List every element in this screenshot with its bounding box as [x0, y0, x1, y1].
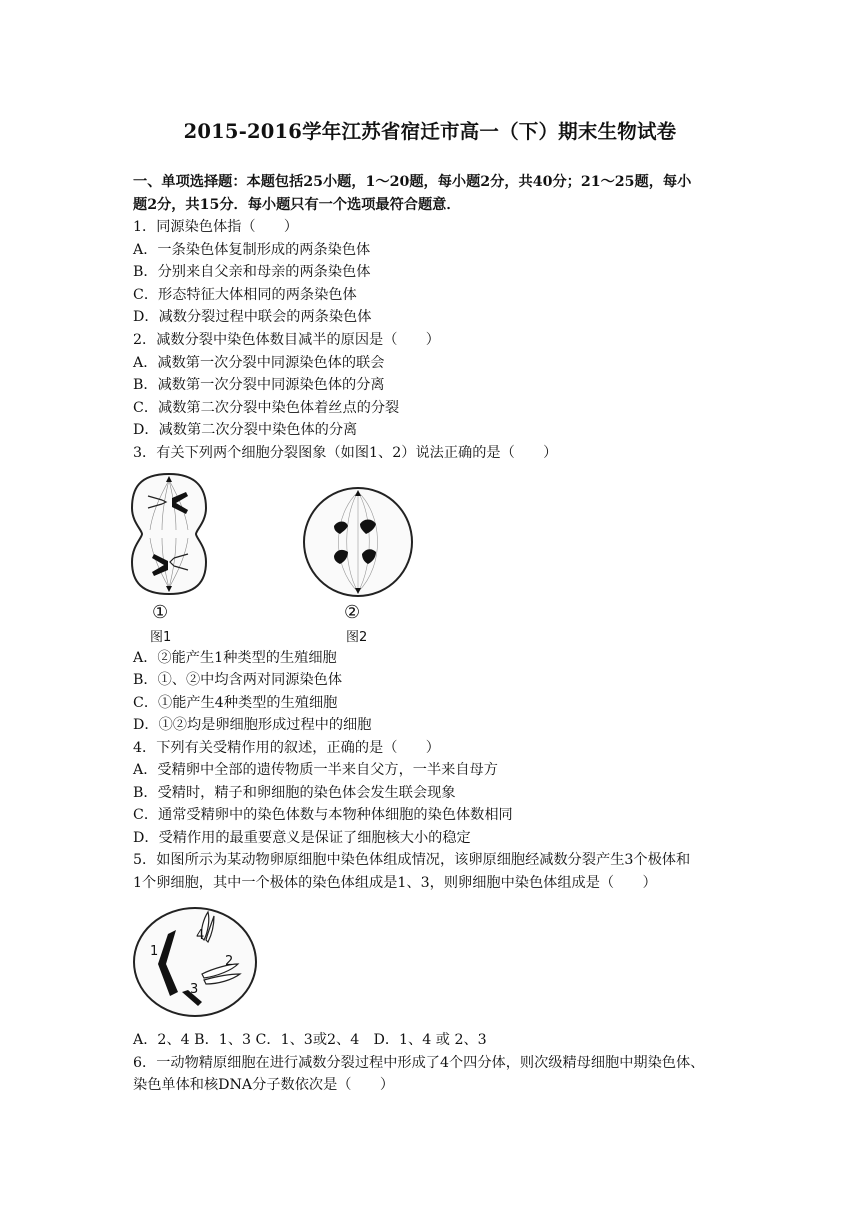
- chromosome-label-1: 1: [150, 944, 159, 959]
- q3-option-d: D．①②均是卵细胞形成过程中的细胞: [133, 717, 372, 733]
- q3-stem: 3．有关下列两个细胞分裂图象（如图1、2）说法正确的是（ ）: [133, 445, 558, 461]
- q6-stem-line1: 6．一动物精原细胞在进行减数分裂过程中形成了4个四分体，则次级精母细胞中期染色体、: [133, 1055, 705, 1071]
- q2-option-c: C．减数第二次分裂中染色体着丝点的分裂: [133, 400, 400, 416]
- oocyte-drawing: [130, 904, 260, 1020]
- q5-stem-line1: 5．如图所示为某动物卵原细胞中染色体组成情况，该卵原细胞经减数分裂产生3个极体和: [133, 852, 691, 868]
- figure-1-number: ①: [152, 602, 169, 623]
- q2-stem: 2．减数分裂中染色体数目减半的原因是（ ）: [133, 332, 440, 348]
- q1-option-b: B．分别来自父亲和母亲的两条染色体: [133, 264, 371, 280]
- figure-1-cell-division: [128, 470, 210, 645]
- q4-option-b: B．受精时，精子和卵细胞的染色体会发生联会现象: [133, 785, 456, 801]
- chromosome-label-2: 2: [225, 954, 234, 969]
- q1-option-c: C．形态特征大体相同的两条染色体: [133, 287, 357, 303]
- q5-stem-line2: 1个卵细胞，其中一个极体的染色体组成是1、3，则卵细胞中染色体组成是（ ）: [133, 875, 657, 891]
- q1-stem: 1．同源染色体指（ ）: [133, 219, 299, 235]
- q3-option-c: C．①能产生4种类型的生殖细胞: [133, 695, 338, 711]
- q3-option-a: A．②能产生1种类型的生殖细胞: [133, 650, 337, 666]
- figure-oocyte-chromosomes: [130, 904, 260, 1020]
- section-header-line2: 题2分，共15分．每小题只有一个选项最符合题意．: [133, 197, 461, 213]
- figure-2-cell-division: [300, 484, 416, 645]
- figure-1-drawing: [128, 470, 210, 600]
- q2-option-a: A．减数第一次分裂中同源染色体的联会: [133, 355, 385, 371]
- chromosome-label-4: 4: [196, 928, 205, 943]
- figure-2-drawing: [300, 484, 416, 600]
- q5-options: A．2、4 B．1、3 C．1、3或2、4 D．1、4 或 2、3: [133, 1032, 487, 1048]
- q3-option-b: B．①、②中均含两对同源染色体: [133, 672, 343, 688]
- q2-option-d: D．减数第二次分裂中染色体的分离: [133, 422, 358, 438]
- q6-stem-line2: 染色单体和核DNA分子数依次是（ ）: [133, 1077, 395, 1093]
- page-title: 2015-2016学年江苏省宿迁市高一（下）期末生物试卷: [183, 120, 677, 143]
- figure-2-label: 图2: [346, 630, 368, 645]
- figure-2-number: ②: [344, 602, 361, 623]
- q4-stem: 4．下列有关受精作用的叙述，正确的是（ ）: [133, 740, 440, 756]
- section-header-line1: 一、单项选择题：本题包括25小题，1～20题，每小题2分，共40分；21～25题，每小: [133, 174, 692, 190]
- q4-option-d: D．受精作用的最重要意义是保证了细胞核大小的稳定: [133, 830, 471, 846]
- q2-option-b: B．减数第一次分裂中同源染色体的分离: [133, 377, 385, 393]
- q1-option-d: D．减数分裂过程中联会的两条染色体: [133, 309, 372, 325]
- chromosome-label-3: 3: [190, 982, 199, 997]
- figure-1-label: 图1: [150, 630, 172, 645]
- q1-option-a: A．一条染色体复制形成的两条染色体: [133, 242, 371, 258]
- q4-option-a: A．受精卵中全部的遗传物质一半来自父方，一半来自母方: [133, 762, 498, 778]
- q4-option-c: C．通常受精卵中的染色体数与本物种体细胞的染色体数相同: [133, 807, 513, 823]
